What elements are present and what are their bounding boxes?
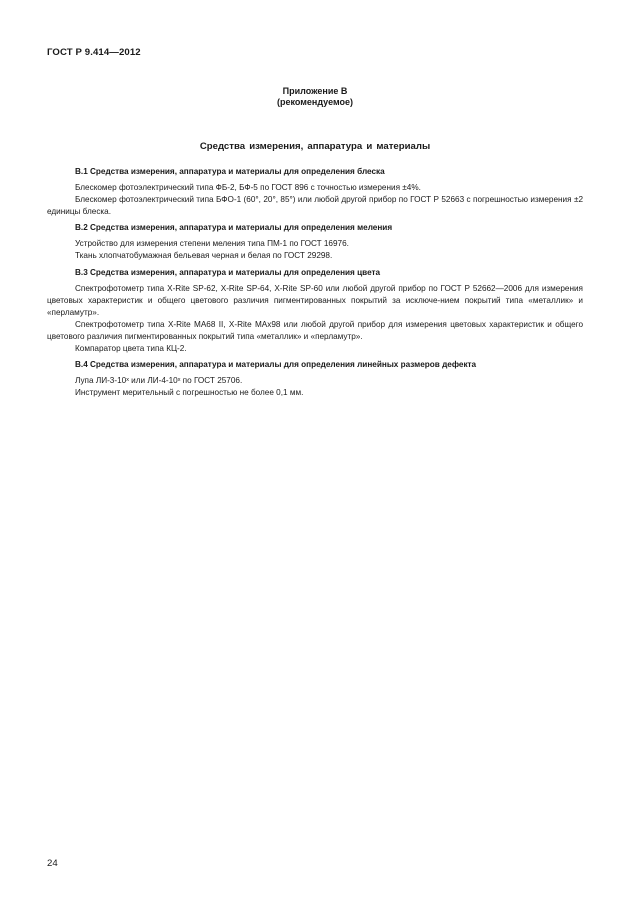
appendix-subtitle: (рекомендуемое) — [277, 97, 353, 107]
paragraph: Спектрофотометр типа X-Rite MA68 II, X-Rite MAx98 или любой другой прибор для измерения цветовых характеристик и общего цветового различия пигментированных покрытий типа «металлик» и «перламутр». — [47, 319, 583, 341]
main-title: Средства измерения, аппаратура и материалы — [199, 141, 431, 152]
paragraph: Блескомер фотоэлектрический типа БФО-1 (60°, 20°, 85°) или любой другой прибор по ГОСТ Р 52663 с погрешностью измерения ±2 единицы блеска. — [47, 194, 583, 217]
section-defect-size — [47, 359, 583, 399]
page-number: 24 — [47, 858, 58, 869]
section-heading: В.2 Средства измерения, аппаратура и материалы для определения меления — [75, 223, 393, 233]
paragraph: Лупа ЛИ-3-10ˣ или ЛИ-4-10ˣ по ГОСТ 25706. — [75, 376, 243, 386]
section-gloss — [47, 166, 583, 218]
section-color — [47, 267, 583, 355]
section-heading: В.4 Средства измерения, аппаратура и материалы для определения линейных размеров дефекта — [75, 360, 477, 370]
paragraph: Устройство для измерения степени меления типа ПМ-1 по ГОСТ 16976. — [75, 239, 349, 249]
section-chalking — [47, 222, 583, 262]
paragraph: Ткань хлопчатобумажная бельевая черная и белая по ГОСТ 29298. — [75, 251, 333, 261]
section-heading: В.1 Средства измерения, аппаратура и материалы для определения блеска — [75, 167, 385, 176]
paragraph: Инструмент мерительный с погрешностью не более 0,1 мм. — [75, 388, 304, 398]
paragraph: Компаратор цвета типа КЦ-2. — [75, 343, 187, 353]
paragraph: Блескомер фотоэлектрический типа ФБ-2, БФ-5 по ГОСТ 896 с точностью измерения ±4%. — [75, 182, 421, 192]
standard-code-header: ГОСТ Р 9.414—2012 — [47, 47, 141, 58]
section-heading: В.3 Средства измерения, аппаратура и материалы для определения цвета — [75, 267, 381, 277]
document-body — [47, 166, 583, 399]
appendix-title: Приложение В — [282, 86, 348, 96]
paragraph: Спектрофотометр типа X-Rite SP-62, X-Rite SP-64, X-Rite SP-60 или любой другой прибор по ГОСТ Р 52662—2006 для измерения цветовых характеристик и общего цветового различия пигментированных покрытий за исключе-нием покрытий типа «металлик» и «перламутр». — [47, 283, 583, 317]
